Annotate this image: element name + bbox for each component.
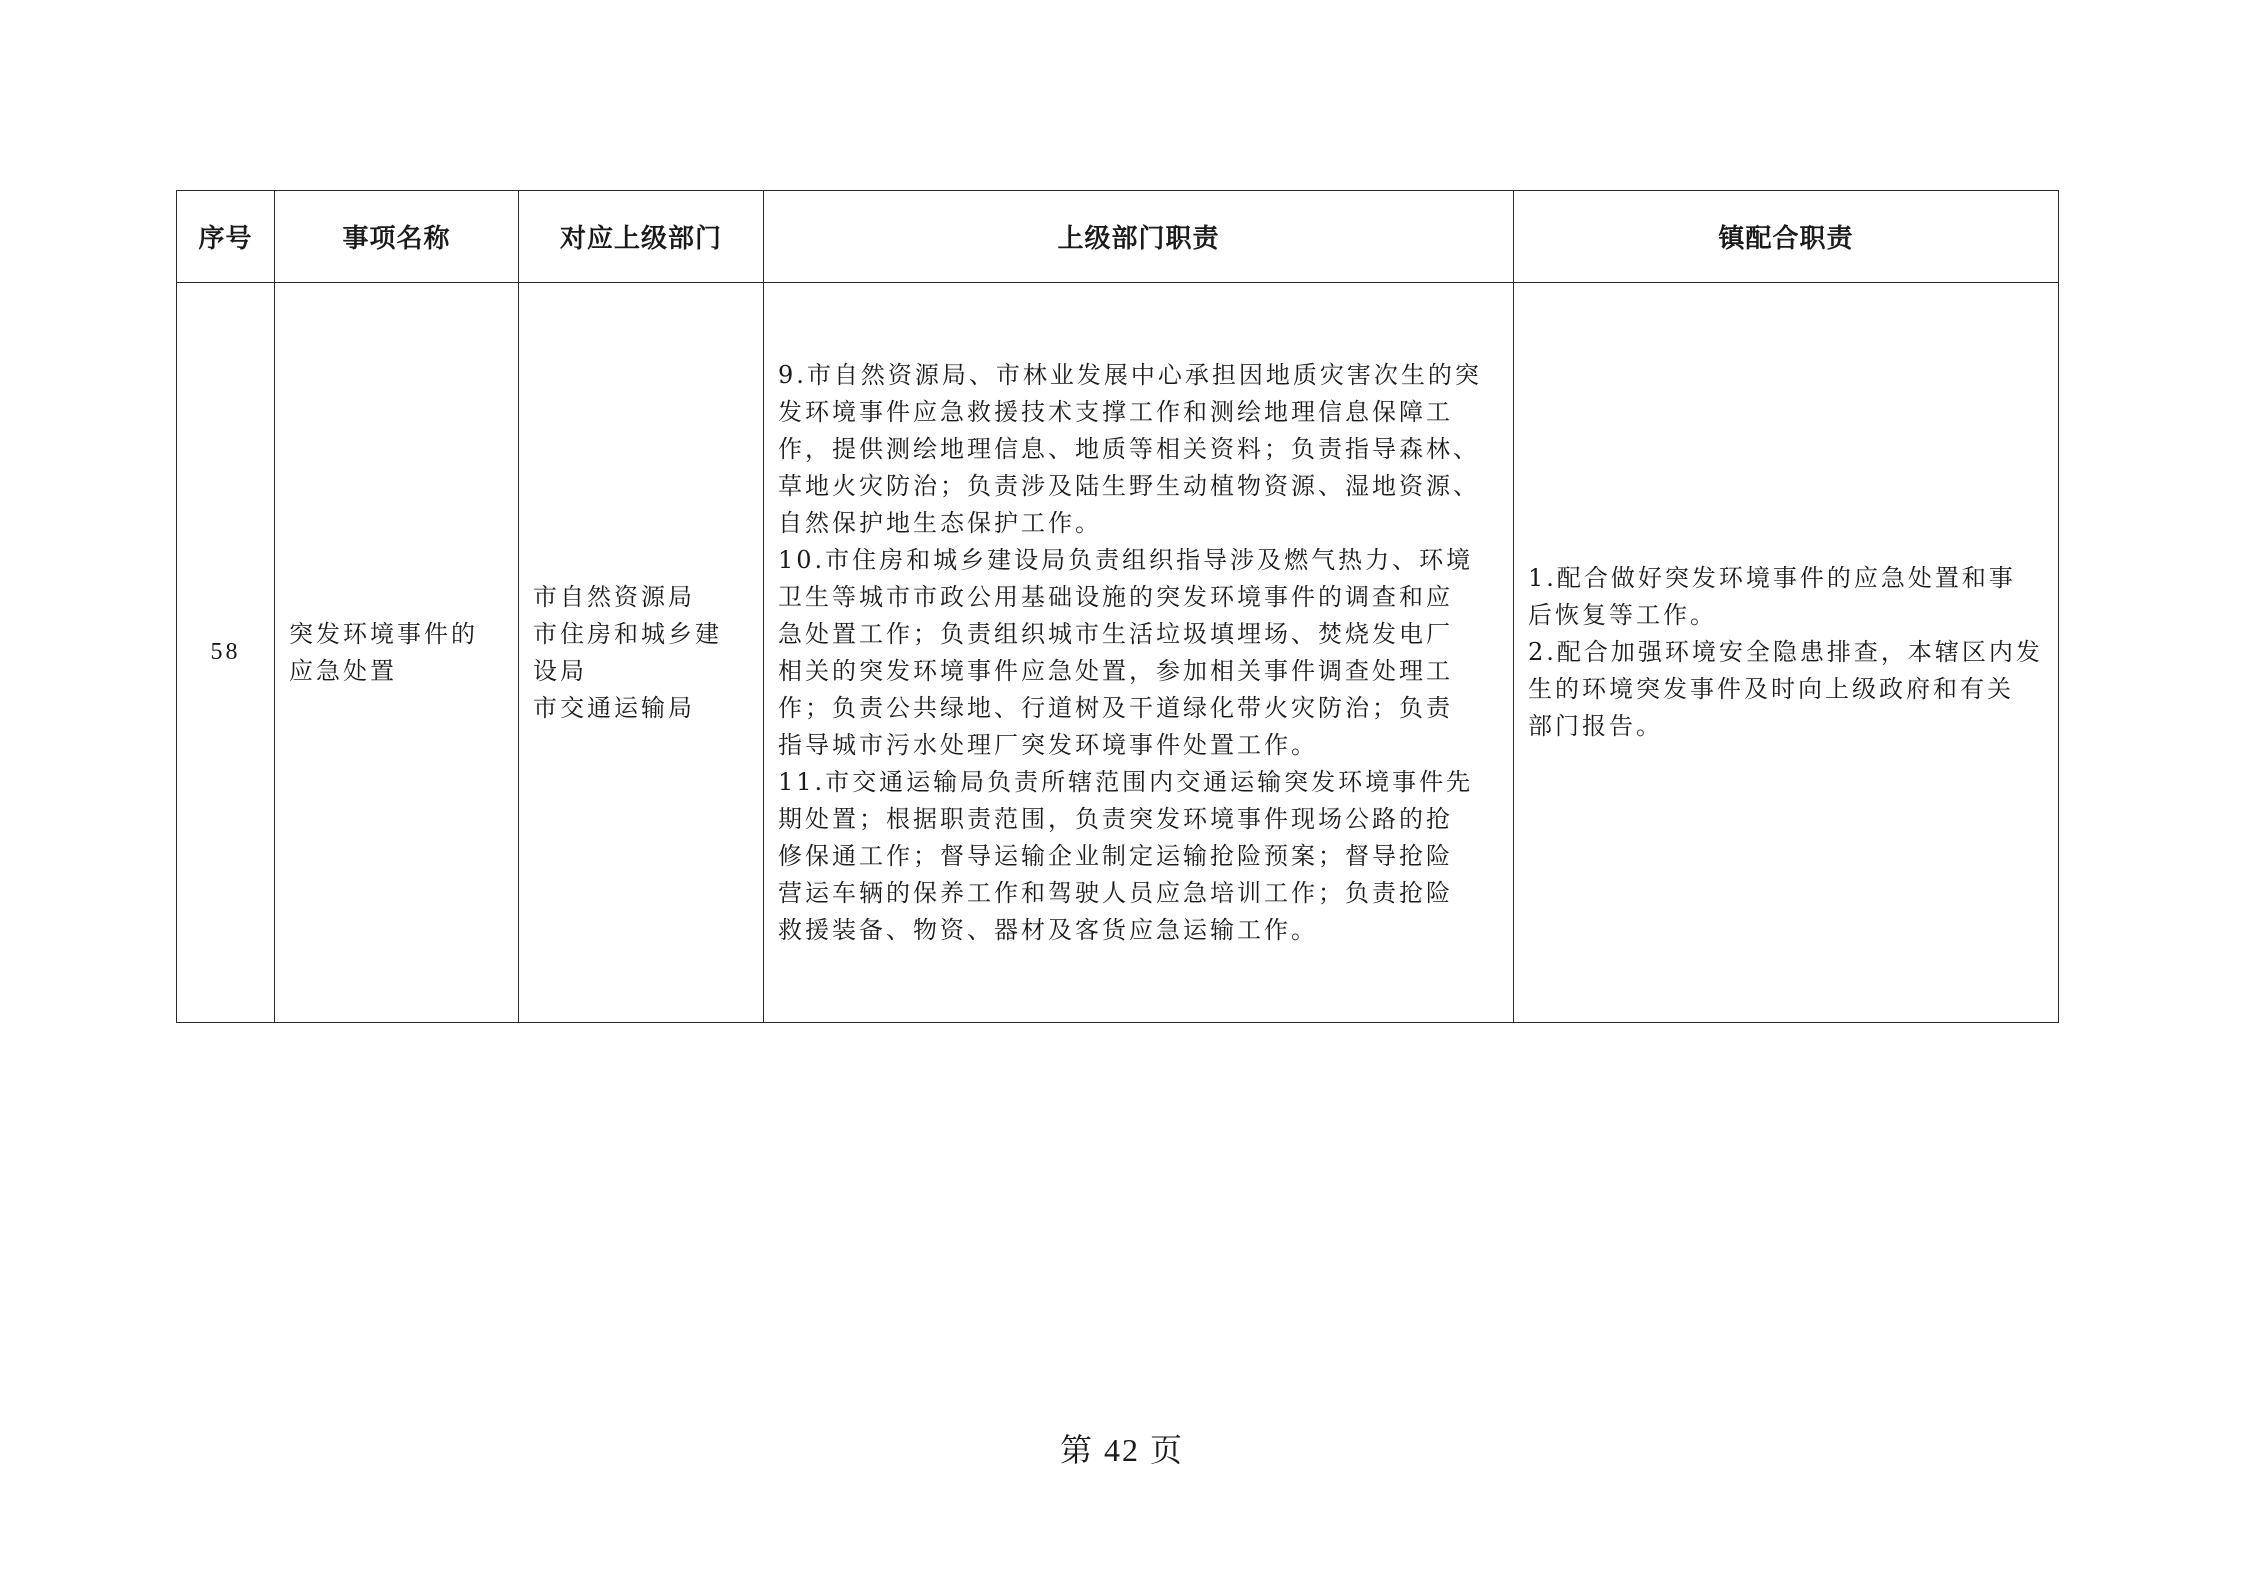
duty-line: 作，提供测绘地理信息、地质等相关资料；负责指导森林、	[778, 434, 1480, 463]
duty-line: 9.市自然资源局、市林业发展中心承担因地质灾害次生的突	[778, 360, 1482, 389]
header-town-duties: 镇配合职责	[1514, 191, 2059, 283]
table-row	[177, 283, 2059, 1023]
duty-line: 营运车辆的保养工作和驾驶人员应急培训工作；负责抢险	[778, 878, 1453, 907]
duty-line: 修保通工作；督导运输企业制定运输抢险预案；督导抢险	[778, 841, 1453, 870]
header-seq: 序号	[177, 191, 275, 283]
duty-line: 10.市住房和城乡建设局负责组织指导涉及燃气热力、环境	[778, 545, 1474, 574]
header-superior-dept: 对应上级部门	[519, 191, 764, 283]
dept-line: 市住房和城乡建	[533, 619, 722, 648]
town-duty-line: 部门报告。	[1528, 712, 1663, 740]
header-superior-duties: 上级部门职责	[764, 191, 1514, 283]
town-duties-cell	[1514, 283, 2059, 1023]
page-number: 第 42 页	[1059, 1432, 1184, 1468]
duty-table-container	[176, 190, 2058, 1023]
duty-line: 相关的突发环境事件应急处置，参加相关事件调查处理工	[778, 656, 1453, 685]
duty-table	[176, 190, 2059, 1023]
dept-line: 市自然资源局	[533, 582, 695, 611]
item-name-line: 突发环境事件的	[289, 619, 478, 648]
header-item-name: 事项名称	[275, 191, 519, 283]
duty-line: 发环境事件应急救援技术支撑工作和测绘地理信息保障工	[778, 397, 1453, 426]
seq-cell: 58	[177, 283, 275, 1023]
duty-line: 急处置工作；负责组织城市生活垃圾填埋场、焚烧发电厂	[778, 619, 1453, 648]
dept-line: 市交通运输局	[533, 693, 695, 722]
duty-line: 自然保护地生态保护工作。	[778, 508, 1102, 537]
town-duty-line: 2.配合加强环境安全隐患排查，本辖区内发	[1528, 638, 2043, 666]
town-duty-line: 1.配合做好突发环境事件的应急处置和事	[1528, 564, 2016, 592]
duty-line: 作；负责公共绿地、行道树及干道绿化带火灾防治；负责	[778, 693, 1453, 722]
superior-duties-cell	[764, 283, 1514, 1023]
item-name-cell	[275, 283, 519, 1023]
superior-dept-cell	[519, 283, 764, 1023]
duty-line: 卫生等城市市政公用基础设施的突发环境事件的调查和应	[778, 582, 1453, 611]
item-name-line: 应急处置	[289, 656, 397, 685]
duty-line: 期处置；根据职责范围，负责突发环境事件现场公路的抢	[778, 804, 1453, 833]
dept-line: 设局	[533, 656, 587, 685]
town-duty-line: 生的环境突发事件及时向上级政府和有关	[1528, 675, 2014, 703]
duty-line: 救援装备、物资、器材及客货应急运输工作。	[778, 915, 1318, 944]
duty-line: 11.市交通运输局负责所辖范围内交通运输突发环境事件先	[778, 767, 1474, 796]
duty-line: 草地火灾防治；负责涉及陆生野生动植物资源、湿地资源、	[778, 471, 1480, 500]
table-header-row	[177, 191, 2059, 283]
town-duty-line: 后恢复等工作。	[1528, 601, 1717, 629]
duty-line: 指导城市污水处理厂突发环境事件处置工作。	[778, 730, 1318, 759]
